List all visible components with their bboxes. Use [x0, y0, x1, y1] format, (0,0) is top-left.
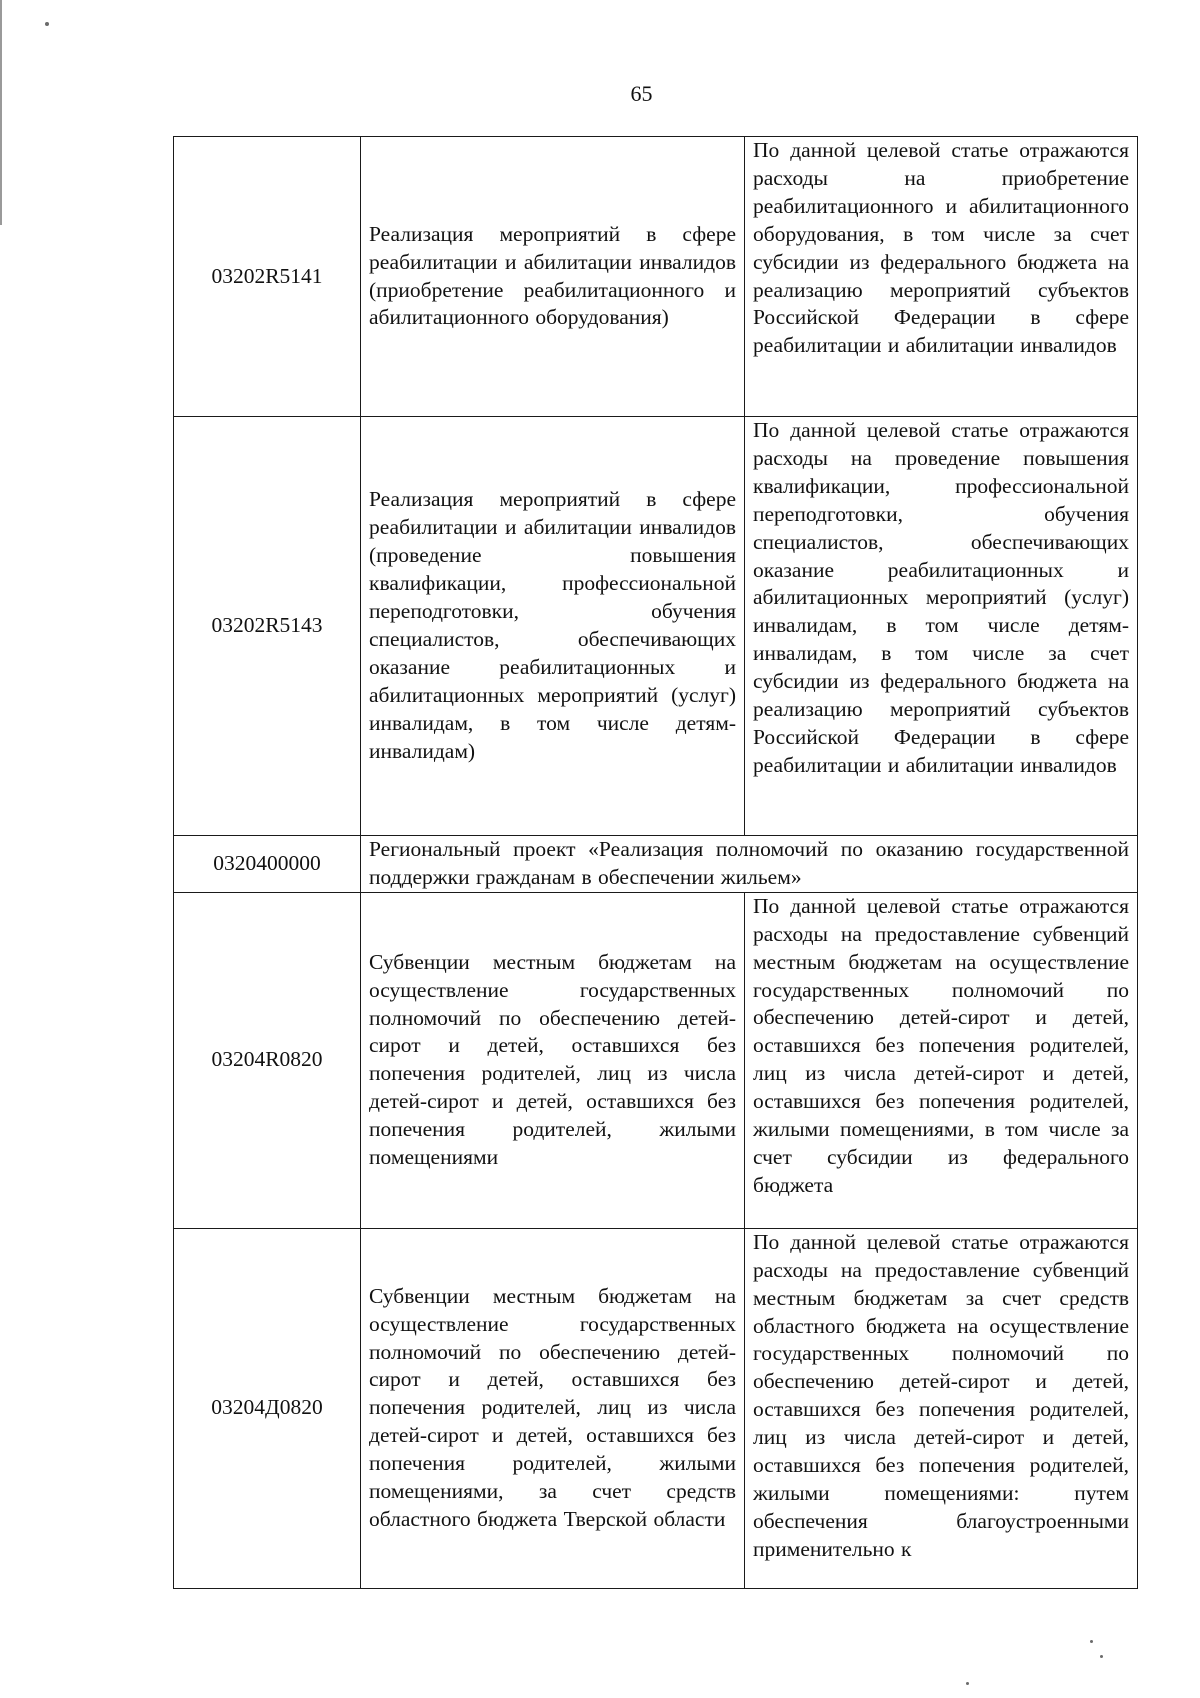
scan-speck — [1090, 1640, 1093, 1643]
row-name: Реализация мероприятий в сфере реабилитации и абилитации инвалидов (приобретение реабилитационного и абилитационного оборудования) — [361, 137, 745, 417]
table-row — [174, 137, 1138, 417]
row-description: По данной целевой статье отражаются расходы на предоставление субвенций местным бюджетам на осуществление государственных полномочий по обеспечению детей-сирот и детей, оставшихся без попечения родителей, лиц из числа детей-сирот и детей, оставшихся без попечения родителей, жилыми помещениями, в том числе за счет субсидии из федерального бюджета — [745, 892, 1138, 1228]
table-row — [174, 892, 1138, 1228]
target-articles-table — [173, 136, 1138, 1589]
scan-speck — [45, 22, 49, 26]
row-description: По данной целевой статье отражаются расходы на проведение повышения квалификации, профессиональной переподготовки, обучения специалистов, обеспечивающих оказание реабилитационных и абилитационных мероприятий (услуг) инвалидам, в том числе детям-инвалидам, в том числе за счет субсидии из федерального бюджета на реализацию мероприятий субъектов Российской Федерации в сфере реабилитации и абилитации инвалидов — [745, 417, 1138, 836]
page-number: 65 — [630, 81, 653, 106]
row-description: По данной целевой статье отражаются расходы на предоставление субвенций местным бюджетам за счет средств областного бюджета на осуществление государственных полномочий по обеспечению детей-сирот и детей, оставшихся без попечения родителей, лиц из числа детей-сирот и детей, оставшихся без попечения родителей, жилыми помещениями: путем обеспечения благоустроенными применительно к — [745, 1228, 1138, 1588]
table-row — [174, 1228, 1138, 1588]
table-row — [174, 836, 1138, 893]
row-code: 03202R5141 — [174, 137, 361, 417]
scan-edge-mark — [0, 0, 2, 225]
row-name: Субвенции местным бюджетам на осуществление государственных полномочий по обеспечению детей-сирот и детей, оставшихся без попечения родителей, лиц из числа детей-сирот и детей, оставшихся без попечения родителей, жилыми помещениями, за счет средств областного бюджета Тверской области — [361, 1228, 745, 1588]
scan-speck — [1100, 1655, 1103, 1658]
scan-speck — [966, 1682, 969, 1685]
table-row — [174, 417, 1138, 836]
row-name: Реализация мероприятий в сфере реабилитации и абилитации инвалидов (проведение повышения квалификации, профессиональной переподготовки, обучения специалистов, обеспечивающих оказание реабилитационных и абилитационных мероприятий (услуг) инвалидам, в том числе детям-инвалидам) — [361, 417, 745, 836]
row-name: Региональный проект «Реализация полномочий по оказанию государственной поддержки гражданам в обеспечении жильем» — [361, 836, 1138, 893]
row-code: 0320400000 — [174, 836, 361, 893]
row-code: 03204R0820 — [174, 892, 361, 1228]
row-name: Субвенции местным бюджетам на осуществление государственных полномочий по обеспечению детей-сирот и детей, оставшихся без попечения родителей, лиц из числа детей-сирот и детей, оставшихся без попечения родителей, жилыми помещениями — [361, 892, 745, 1228]
row-code: 03202R5143 — [174, 417, 361, 836]
row-code: 03204Д0820 — [174, 1228, 361, 1588]
row-description: По данной целевой статье отражаются расходы на приобретение реабилитационного и абилитационного оборудования, в том числе за счет субсидии из федерального бюджета на реализацию мероприятий субъектов Российской Федерации в сфере реабилитации и абилитации инвалидов — [745, 137, 1138, 417]
